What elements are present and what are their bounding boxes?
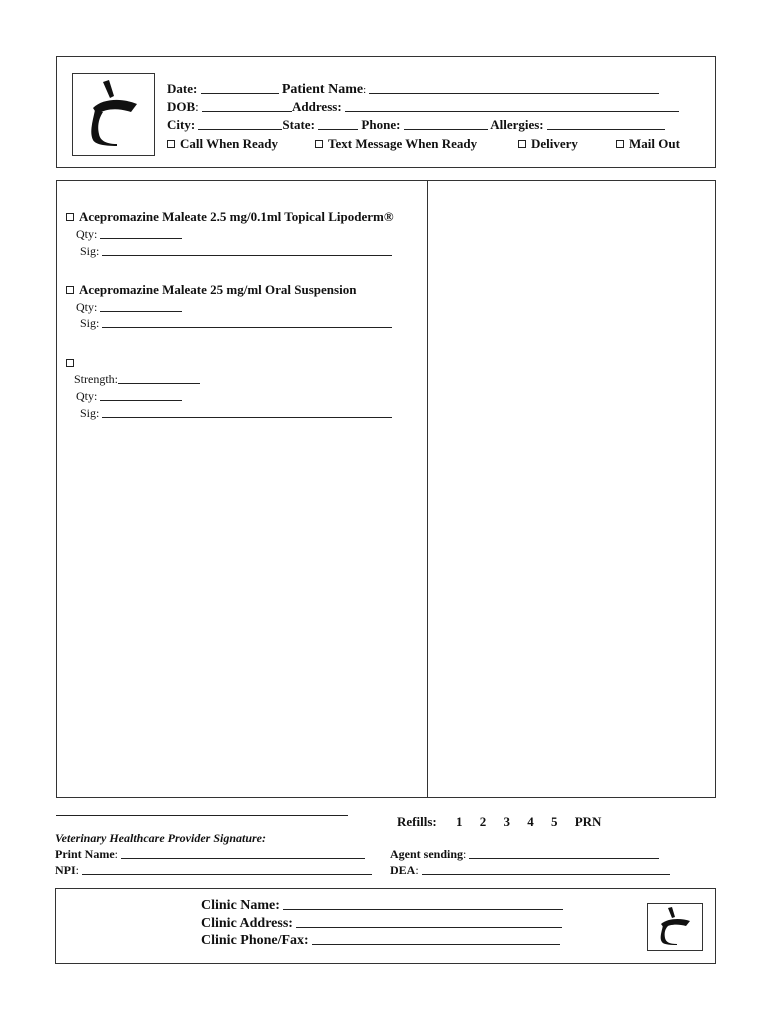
rx-item-1[interactable] (66, 209, 394, 225)
allergies-field[interactable] (547, 118, 665, 130)
qty-label: Qty: (76, 389, 98, 403)
rx-item-name: Acepromazine Maleate 25 mg/ml Oral Suspension (79, 282, 357, 297)
checkbox-icon[interactable] (66, 286, 74, 294)
allergies-label: Allergies: (490, 117, 544, 132)
contact-option-text[interactable] (315, 135, 477, 153)
state-field[interactable] (318, 118, 358, 130)
phone-field[interactable] (404, 118, 488, 130)
contact-option-mail[interactable] (616, 135, 680, 153)
contact-option-delivery[interactable] (518, 135, 578, 153)
sig-label: Sig: (80, 316, 100, 330)
dea-field[interactable] (422, 863, 670, 875)
agent-field[interactable] (469, 847, 659, 859)
dob-field[interactable] (202, 100, 292, 112)
sig-field[interactable] (102, 406, 392, 418)
refill-option-prn[interactable]: PRN (574, 814, 602, 829)
sig-field[interactable] (102, 244, 392, 256)
qty-label: Qty: (76, 227, 98, 241)
qty-field[interactable] (100, 389, 182, 401)
clinic-address-label: Clinic Address: (201, 916, 293, 931)
checkbox-icon[interactable] (518, 140, 526, 148)
checkbox-icon[interactable] (616, 140, 624, 148)
rx-item-name: Acepromazine Maleate 2.5 mg/0.1ml Topical Lipoderm® (79, 209, 394, 224)
mortar-pestle-logo-icon (72, 73, 155, 156)
strength-label: Strength: (74, 372, 118, 386)
checkbox-icon[interactable] (66, 359, 74, 367)
dea-label: DEA (390, 863, 416, 877)
phone-label: Phone: (361, 117, 401, 132)
checkbox-icon[interactable] (167, 140, 175, 148)
rx-item-2[interactable] (66, 282, 356, 298)
checkbox-icon[interactable] (66, 213, 74, 221)
city-field[interactable] (198, 118, 282, 130)
refills-label: Refills: (397, 814, 437, 829)
qty-field[interactable] (100, 227, 182, 239)
agent-label: Agent sending (390, 847, 464, 861)
option-label: Mail Out (629, 136, 680, 151)
sig-field[interactable] (102, 316, 392, 328)
clinic-name-label: Clinic Name: (201, 898, 280, 913)
sig-label: Sig: (80, 244, 100, 258)
option-label: Delivery (531, 136, 578, 151)
prescription-box (56, 180, 716, 798)
date-field[interactable] (201, 82, 279, 94)
patient-name-field[interactable] (369, 82, 659, 94)
dob-label: DOB (167, 99, 196, 114)
address-label: Address: (292, 99, 342, 114)
refills-row (397, 814, 601, 830)
sig-label: Sig: (80, 406, 100, 420)
clinic-name-field[interactable] (283, 898, 563, 910)
signature-label: Veterinary Healthcare Provider Signature: (55, 831, 266, 845)
strength-field[interactable] (118, 372, 200, 384)
npi-label: NPI (55, 863, 76, 877)
contact-option-call[interactable] (167, 135, 278, 153)
column-divider (427, 181, 428, 797)
clinic-address-field[interactable] (296, 916, 562, 928)
mortar-pestle-logo-icon (647, 903, 703, 951)
npi-field[interactable] (82, 863, 372, 875)
clinic-phone-label: Clinic Phone/Fax: (201, 933, 309, 948)
rx-item-3[interactable] (66, 355, 79, 371)
print-name-field[interactable] (121, 847, 365, 859)
option-label: Call When Ready (180, 136, 278, 151)
date-label: Date: (167, 81, 198, 96)
qty-label: Qty: (76, 300, 98, 314)
address-field[interactable] (345, 100, 679, 112)
city-label: City: (167, 117, 196, 132)
print-name-label: Print Name (55, 847, 115, 861)
provider-signature-field[interactable] (56, 815, 348, 816)
refill-option-4[interactable]: 4 (527, 814, 534, 829)
option-label: Text Message When Ready (328, 136, 478, 151)
refill-option-2[interactable]: 2 (479, 814, 487, 829)
state-label: State: (282, 117, 315, 132)
qty-field[interactable] (100, 300, 182, 312)
refill-option-5[interactable]: 5 (550, 814, 558, 829)
clinic-phone-field[interactable] (312, 933, 560, 945)
refill-option-1[interactable]: 1 (455, 814, 463, 829)
patient-name-label: Patient Name (281, 82, 364, 97)
refill-option-3[interactable]: 3 (503, 814, 510, 829)
checkbox-icon[interactable] (315, 140, 323, 148)
